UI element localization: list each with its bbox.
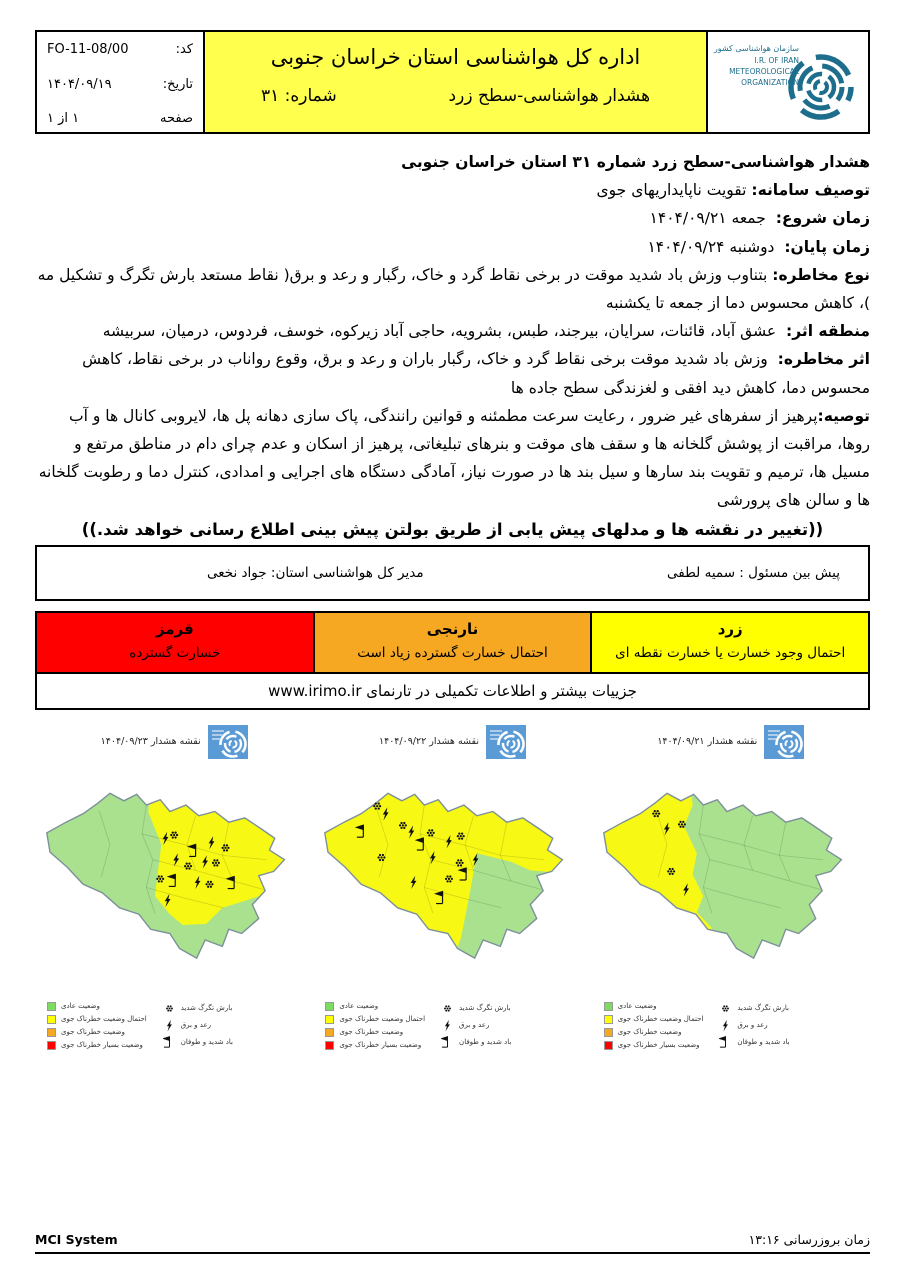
meta-page-row [47, 111, 193, 126]
hail-icon [441, 1002, 454, 1015]
legend-symbol-item [163, 1002, 233, 1015]
row-text: پرهیز از سفرهای غیر ضرور ، رعایت سرعت مطمئنه و قوانین رانندگی، پاک سازی دهانه پل ها، لایروبی کانال ها و آب روها، مراقبت از پوشش گلخانه ها و سقف های موقت و بنرهای تبلیغاتی، پرهیز از اسکان و عدم چرای دام در مناطق مرتفع و مسیل ها، ترمیم و تقویت بند سارها و سیل بند ها در صورت نیاز، آمادگی دستگاه های اجرایی و امدادی، کنترل دما و رطوبت گلخانه ها و سالن های پرورشی [38, 406, 870, 510]
legend-symbol-item [719, 1036, 789, 1049]
signature-box [35, 545, 870, 601]
hazard-type-row [35, 261, 870, 317]
map-legend-symbols [719, 1002, 789, 1050]
wind-flag-icon [441, 1036, 454, 1049]
more-info-bar [35, 674, 870, 710]
color-swatch [325, 1028, 334, 1037]
page-label: صفحه [160, 111, 193, 126]
row-label: زمان پایان: [784, 237, 870, 256]
row-text: دوشنبه ۱۴۰۴/۰۹/۲۴ [647, 237, 775, 256]
row-label: اثر مخاطره: [777, 350, 870, 369]
system-description-row [35, 176, 870, 204]
map-legend [313, 996, 591, 1050]
map-panel-day2 [313, 720, 591, 1050]
recommendation-row [35, 402, 870, 515]
map-panel-day1 [592, 720, 870, 1050]
irimo-website-link[interactable]: www.irimo.ir [268, 681, 362, 700]
map-legend-colors [325, 1002, 425, 1050]
legend-symbol-item [719, 1002, 789, 1015]
hail-icon [722, 1005, 729, 1011]
header-subtitle-row [205, 86, 706, 106]
map-legend [35, 996, 313, 1050]
map-logo-badge-icon [208, 725, 248, 759]
legend-color-item [47, 1015, 147, 1024]
legend-label: وضعیت عادی [339, 1002, 379, 1011]
color-swatch [325, 1041, 334, 1050]
color-swatch [604, 1015, 613, 1024]
warning-headline: هشدار هواشناسی-سطح زرد شماره ۳۱ استان خراسان جنوبی [401, 153, 870, 171]
legend-label: وضعیت بسیار خطرناک جوی [339, 1041, 422, 1050]
footer-rule [35, 1232, 870, 1254]
legend-symbol-item [441, 1036, 511, 1049]
meta-code-row [47, 42, 193, 57]
row-label: منطقه اثر: [786, 322, 870, 341]
legend-label: وضعیت بسیار خطرناک جوی [61, 1041, 143, 1050]
logo-text-en1: I.R. OF IRAN [754, 56, 799, 65]
legend-label: رعد و برق [737, 1021, 768, 1030]
row-text: وزش باد شدید موقت برخی نقاط گرد و خاک، رگبار باران و رعد و برق، وقوع رواناب در برخی نقاط، کاهش محسوس دما، کاهش دید افقی و لغزندگی سطح جاده ها [82, 350, 870, 397]
legend-symbol-item [441, 1019, 511, 1032]
province-warning-map [313, 764, 591, 996]
severity-desc: خسارت گسترده [129, 644, 221, 661]
row-text: عشق آباد، قائنات، سرایان، بیرجند، طبس، بشرویه، حاجی آباد زیرکوه، خوسف، فردوس، درمیان، سربیشه [102, 322, 777, 341]
legend-label: بارش تگرگ شدید [180, 1004, 233, 1013]
wind-flag-icon [163, 1036, 169, 1046]
mci-system-label: MCI System [35, 1232, 118, 1247]
end-time-row [35, 233, 870, 261]
row-text: تقویت ناپایداریهای جوی [596, 181, 747, 200]
legend-symbol-item [163, 1019, 233, 1032]
wind-flag-icon [163, 1036, 176, 1049]
lightning-icon [441, 1019, 454, 1032]
legend-symbol-item [719, 1019, 789, 1032]
color-swatch [325, 1015, 334, 1024]
page-value: ۱ از ۱ [47, 111, 80, 126]
code-label: کد: [175, 42, 193, 57]
color-swatch [604, 1028, 613, 1037]
severity-desc: احتمال وجود خسارت یا خسارت نقطه ای [615, 644, 846, 661]
severity-orange-cell [313, 613, 591, 672]
warning-body [35, 148, 870, 545]
logo-text-en2: METEOROLOGICAL [729, 67, 799, 76]
map-legend [592, 996, 870, 1050]
date-label: تاریخ: [162, 76, 193, 92]
lightning-icon [445, 1020, 450, 1032]
severity-name: زرد [717, 619, 743, 638]
row-label: توصیه: [817, 406, 870, 425]
wind-flag-icon [442, 1036, 448, 1046]
legend-symbol-item [441, 1002, 511, 1015]
row-label: زمان شروع: [775, 209, 870, 228]
severity-desc: احتمال خسارت گسترده زیاد است [357, 644, 548, 661]
legend-label: بارش تگرگ شدید [737, 1004, 789, 1013]
color-swatch [47, 1041, 56, 1050]
map-logo-badge-icon [764, 725, 804, 759]
legend-label: وضعیت بسیار خطرناک جوی [617, 1041, 700, 1050]
legend-label: رعد و برق [459, 1021, 490, 1030]
lightning-icon [167, 1020, 172, 1032]
severity-red-cell [37, 613, 313, 672]
legend-label: باد شدید و طوفان [180, 1038, 233, 1047]
change-notice: ((تغییر در نقشه ها و مدلهای پیش یابی از طریق بولتن پیش بینی اطلاع رسانی خواهد شد.)) [81, 519, 824, 539]
legend-color-item [325, 1015, 425, 1024]
document-header [35, 30, 870, 134]
map-header [35, 720, 313, 764]
legend-label: باد شدید و طوفان [459, 1038, 512, 1047]
meta-date-row [47, 77, 193, 92]
legend-label: وضعیت خطرناک جوی [617, 1028, 682, 1037]
irimo-logo-icon [713, 35, 863, 129]
logo-text-en3: ORGANIZATION [741, 78, 799, 87]
legend-color-item [604, 1002, 704, 1011]
legend-label: احتمال وضعیت خطرناک جوی [617, 1015, 704, 1024]
legend-label: بارش تگرگ شدید [459, 1004, 511, 1013]
legend-label: باد شدید و طوفان [737, 1038, 790, 1047]
org-title: اداره کل هواشناسی استان خراسان جنوبی [270, 45, 641, 69]
warning-level-title: هشدار هواشناسی-سطح زرد [448, 86, 651, 106]
map-legend-colors [47, 1002, 147, 1050]
more-info-text: جزییات بیشتر و اطلاعات تکمیلی در تارنمای [366, 681, 637, 700]
severity-name: قرمز [155, 619, 194, 638]
map-date-label: نقشه هشدار ۱۴۰۴/۰۹/۲۳ [100, 736, 201, 748]
row-text: بتناوب وزش باد شدید موقت در برخی نقاط گرد و خاک، رگبار و رعد و برق( نقاط مستعد بارش تگرگ و تشکیل مه )، کاهش محسوس دما از جمعه تا یکشنبه [37, 265, 870, 313]
province-warning-map [592, 764, 870, 996]
legend-color-item [325, 1002, 425, 1011]
map-panel-day3 [35, 720, 313, 1050]
lightning-icon [163, 1019, 176, 1032]
legend-label: احتمال وضعیت خطرناک جوی [61, 1015, 147, 1024]
legend-label: احتمال وضعیت خطرناک جوی [339, 1015, 426, 1024]
map-legend-colors [604, 1002, 704, 1050]
wind-flag-icon [720, 1036, 726, 1046]
update-time: زمان بروزرسانی ۱۳:۱۶ [748, 1232, 870, 1247]
color-swatch [325, 1002, 334, 1011]
map-logo-badge-icon [486, 725, 526, 759]
legend-color-item [604, 1028, 704, 1037]
logo-text-fa: سازمان هواشناسی کشور [713, 44, 799, 53]
forecaster-name: پیش بین مسئول : سمیه لطفی [667, 564, 840, 581]
legend-color-item [604, 1041, 704, 1050]
map-header [313, 720, 591, 764]
hail-icon [444, 1005, 451, 1011]
color-swatch [47, 1028, 56, 1037]
lightning-icon [719, 1019, 732, 1032]
legend-label: وضعیت عادی [61, 1002, 100, 1011]
map-date-label: نقشه هشدار ۱۴۰۴/۰۹/۲۲ [378, 736, 479, 748]
severity-legend [35, 611, 870, 674]
color-swatch [47, 1015, 56, 1024]
legend-label: رعد و برق [180, 1021, 212, 1030]
wind-flag-icon [719, 1036, 732, 1049]
code-value: FO-11-08/00 [47, 42, 129, 57]
map-header [592, 720, 870, 764]
legend-symbol-item [163, 1036, 233, 1049]
severity-yellow-cell [590, 613, 868, 672]
hail-icon [163, 1002, 176, 1015]
map-legend-symbols [163, 1002, 233, 1050]
hail-icon [166, 1005, 173, 1011]
row-label: نوع مخاطره: [772, 265, 870, 284]
map-date-label: نقشه هشدار ۱۴۰۴/۰۹/۲۱ [657, 736, 758, 748]
legend-label: وضعیت عادی [617, 1002, 657, 1011]
legend-color-item [47, 1028, 147, 1037]
affected-area-row [35, 317, 870, 345]
severity-name: نارنجی [426, 619, 479, 638]
legend-color-item [47, 1002, 147, 1011]
document-footer [0, 1232, 905, 1280]
color-swatch [604, 1041, 613, 1050]
color-swatch [47, 1002, 56, 1011]
province-warning-map [35, 764, 313, 996]
legend-color-item [604, 1015, 704, 1024]
hazard-effect-row [35, 345, 870, 401]
warning-number: شماره: ۳۱ [260, 86, 337, 106]
map-legend-symbols [441, 1002, 511, 1050]
legend-label: وضعیت خطرناک جوی [61, 1028, 125, 1037]
legend-color-item [325, 1041, 425, 1050]
warning-maps [35, 720, 870, 1050]
irimo-logo-box [708, 32, 868, 132]
legend-color-item [47, 1041, 147, 1050]
legend-color-item [325, 1028, 425, 1037]
lightning-icon [723, 1020, 728, 1032]
row-label: توصیف سامانه: [751, 181, 870, 200]
date-value: ۱۴۰۴/۰۹/۱۹ [47, 76, 112, 92]
start-time-row [35, 204, 870, 232]
hail-icon [719, 1002, 732, 1015]
header-title-box [205, 32, 708, 132]
header-meta-box [37, 32, 205, 132]
row-text: جمعه ۱۴۰۴/۰۹/۲۱ [649, 209, 766, 228]
director-name: مدیر کل هواشناسی استان: جواد نخعی [207, 564, 424, 581]
color-swatch [604, 1002, 613, 1011]
legend-label: وضعیت خطرناک جوی [339, 1028, 404, 1037]
